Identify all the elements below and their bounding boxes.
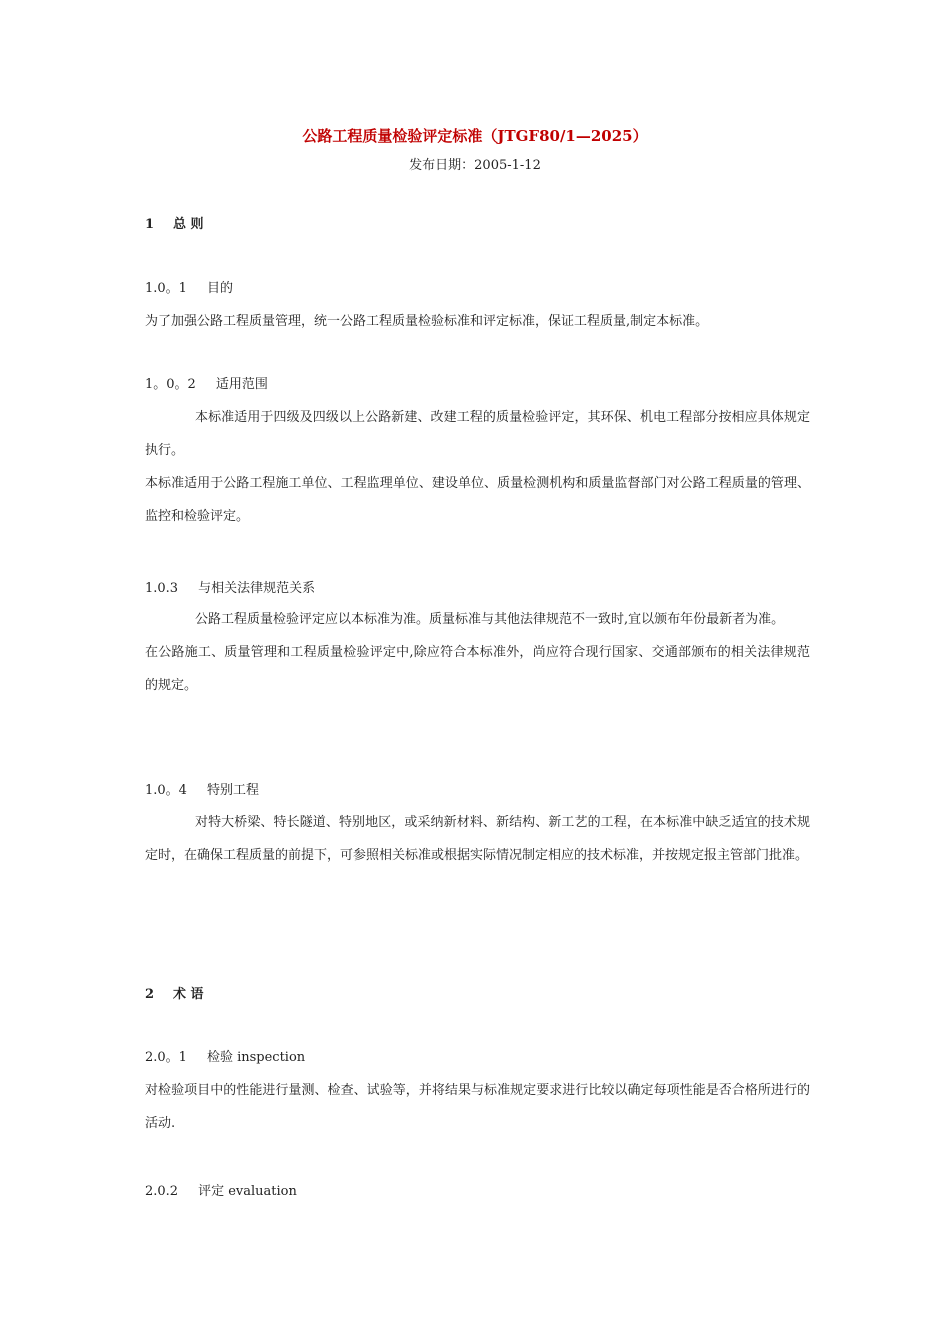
clause-1-0-1-heading [145, 280, 810, 298]
publish-date: 发布日期：2005-1-12 [409, 158, 541, 173]
clause-1-0-2-body [145, 401, 810, 533]
paragraph: 本标准适用于四级及四级以上公路新建、改建工程的质量检验评定，其环保、机电工程部分按相应具体规定执行。 [145, 410, 810, 458]
clause-title: 目的 [206, 281, 233, 296]
clause-2-0-1-body [145, 1074, 810, 1140]
clause-number: 1。0。2 [145, 377, 196, 392]
section-1-heading [145, 216, 810, 234]
clause-2-0-1-heading [145, 1049, 810, 1067]
paragraph: 在公路施工、质量管理和工程质量检验评定中,除应符合本标准外，尚应符合现行国家、交通部颁布的相关法律规范的规定。 [145, 645, 810, 693]
clause-title: 与相关法律规范关系 [198, 581, 316, 596]
clause-number: 1.0。1 [145, 281, 187, 296]
clause-1-0-4-heading [145, 782, 810, 800]
section-2-heading [145, 986, 810, 1004]
paragraph: 本标准适用于公路工程施工单位、工程监理单位、建设单位、质量检测机构和质量监督部门对公路工程质量的管理、监控和检验评定。 [145, 476, 810, 524]
clause-title: 特别工程 [206, 783, 259, 798]
section-title: 总 则 [173, 217, 204, 232]
paragraph: 对检验项目中的性能进行量测、检查、试验等，并将结果与标准规定要求进行比较以确定每项性能是否合格所进行的活动. [145, 1083, 810, 1131]
clause-1-0-4-body [145, 806, 810, 872]
clause-1-0-3-heading [145, 580, 810, 598]
clause-title: 适用范围 [215, 377, 268, 392]
clause-number: 2.0。1 [145, 1050, 187, 1065]
section-number: 2 [145, 987, 155, 1002]
clause-title: 检验 inspection [206, 1050, 306, 1065]
clause-number: 1.0.3 [145, 581, 179, 596]
paragraph: 为了加强公路工程质量管理，统一公路工程质量检验标准和评定标准，保证工程质量,制定本标准。 [145, 314, 709, 329]
paragraph: 公路工程质量检验评定应以本标准为准。质量标准与其他法律规范不一致时,宜以颁布年份最新者为准。 [195, 612, 785, 627]
paragraph: 对特大桥梁、特长隧道、特别地区，或采纳新材料、新结构、新工艺的工程，在本标准中缺乏适宜的技术规定时，在确保工程质量的前提下，可参照相关标准或根据实际情况制定相应的技术标准，并按规定报主管部门批准。 [145, 815, 810, 863]
section-number: 1 [145, 217, 155, 232]
clause-2-0-2-heading [145, 1183, 810, 1201]
clause-number: 2.0.2 [145, 1184, 179, 1199]
clause-1-0-1-body [145, 305, 810, 338]
clause-1-0-3-body [145, 603, 810, 702]
section-title: 术 语 [173, 987, 204, 1002]
document-title: 公路工程质量检验评定标准（JTGF80/1—2025） [302, 127, 648, 145]
clause-number: 1.0。4 [145, 783, 187, 798]
clause-1-0-2-heading [145, 376, 810, 394]
clause-title: 评定 evaluation [198, 1184, 297, 1199]
